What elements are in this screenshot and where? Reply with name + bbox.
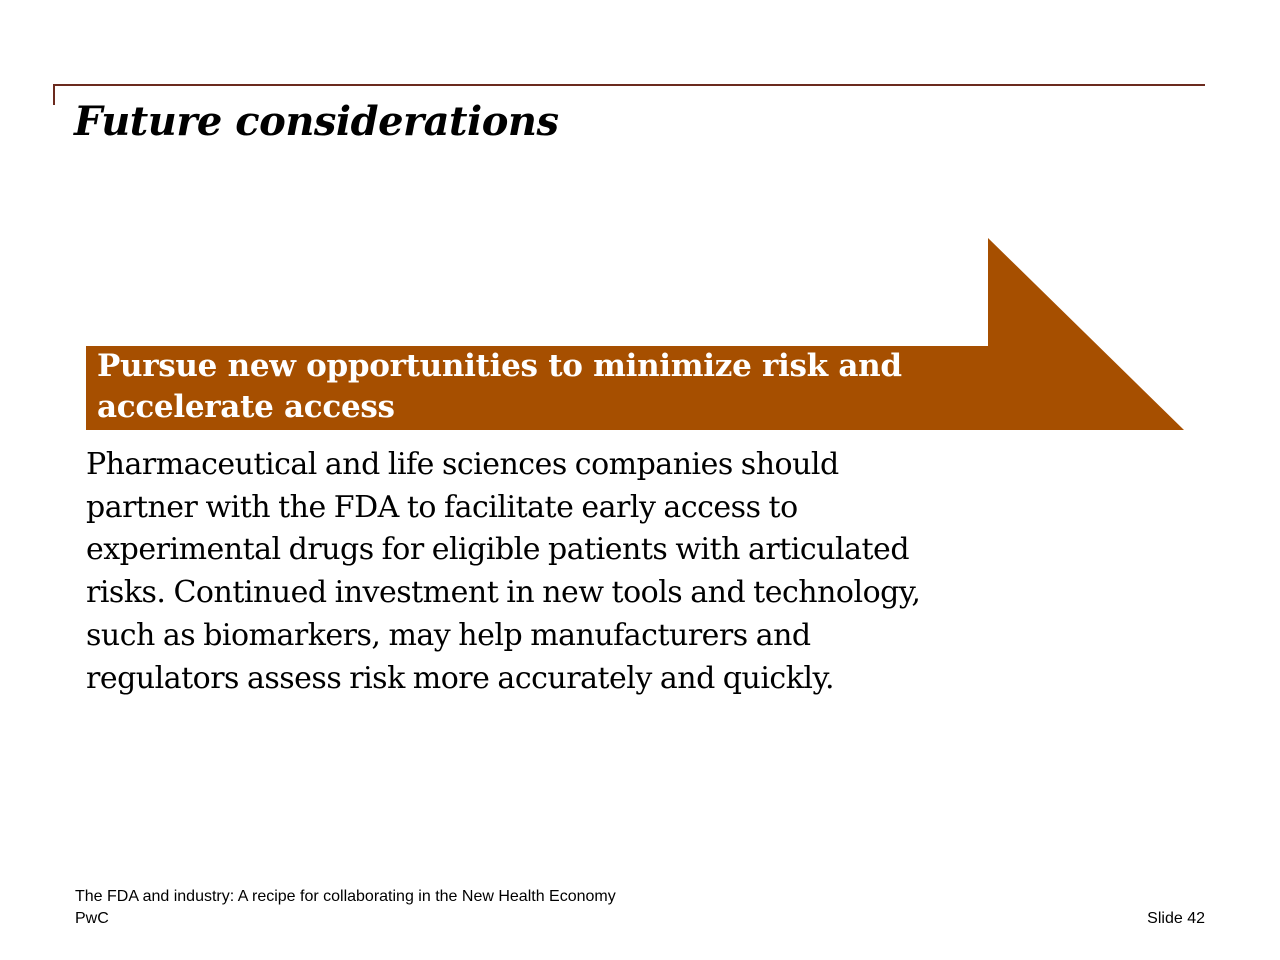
header-rule — [53, 84, 1205, 86]
slide-title: Future considerations — [74, 98, 559, 145]
footer-source: The FDA and industry: A recipe for collaborating in the New Health Economy — [75, 888, 616, 905]
body-paragraph: Pharmaceutical and life sciences companies should partner with the FDA to facilitate early access to experimental drugs for eligible patients with articulated risks. Continued investment in new tools and technology, such as biomarkers, may help manufacturers and regulators assess risk more accurately and quickly. — [86, 447, 921, 696]
footer-brand: PwC — [75, 910, 109, 927]
slide-number: Slide 42 — [1147, 910, 1205, 927]
banner-heading: Pursue new opportunities to minimize risk and accelerate access — [97, 348, 902, 425]
header-rule-tick — [53, 84, 55, 105]
